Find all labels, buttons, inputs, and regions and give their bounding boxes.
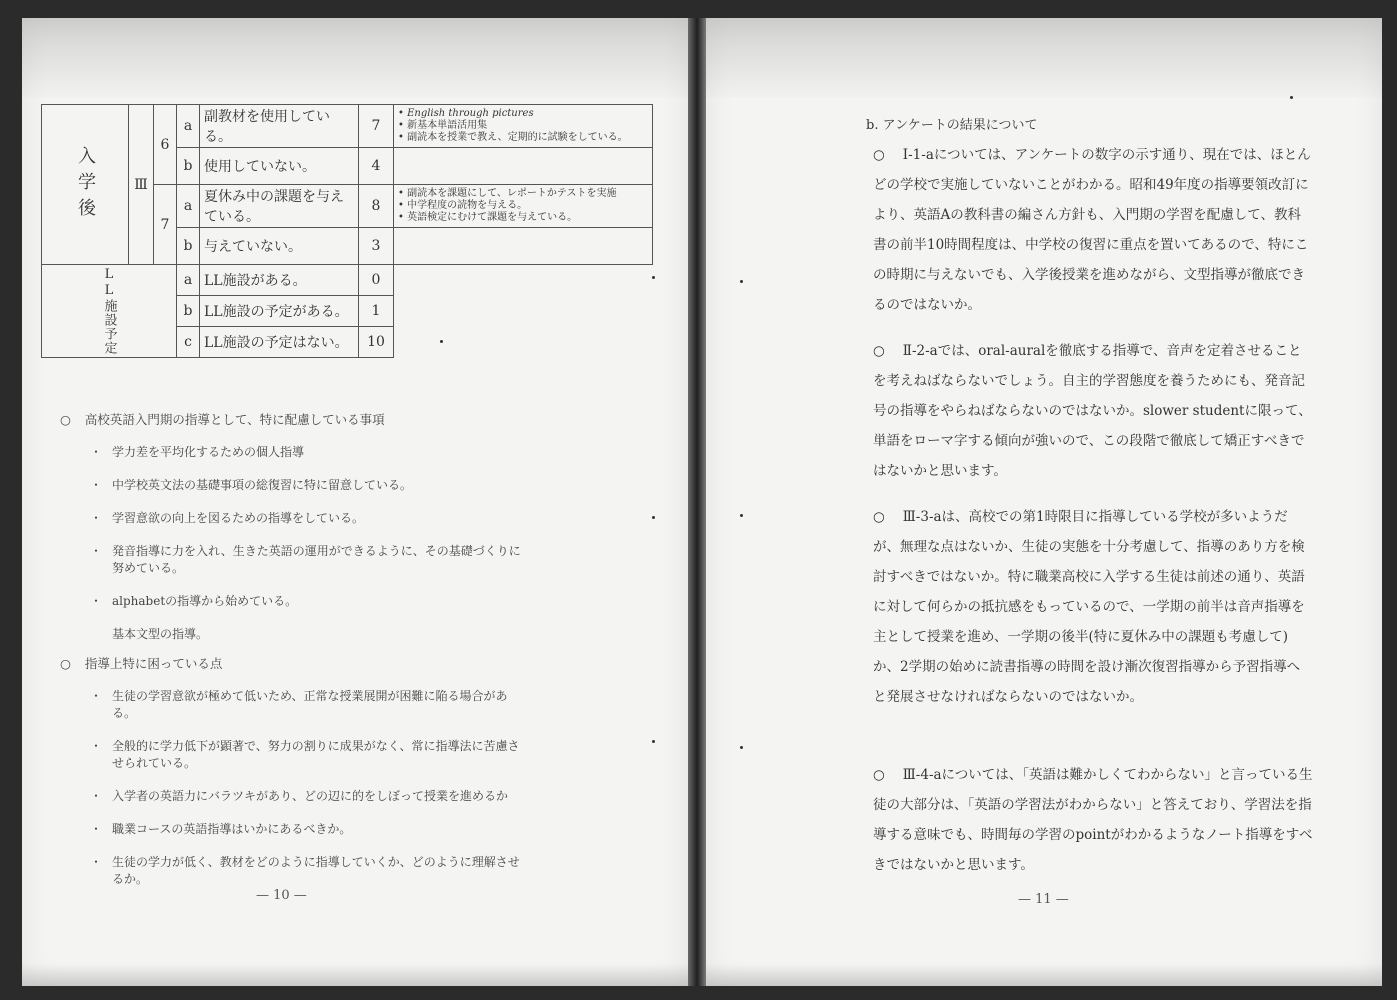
q6-b-text: 使用していない。 [200,148,359,185]
result-paragraph-4: ○ Ⅲ-4-aについては、「英語は難かしくてわからない」と言っている生徒の大部分は、「英語の学習法がわからない」と答えており、学習法を指導する意味でも、時間毎の学習のpointがわかるようなノート指導をすべきではないかと思います。 [873,760,1313,880]
ll-a-letter: a [177,265,200,296]
q6-a-text: 副教材を使用している。 [200,105,359,148]
ll-c-text: LL施設の予定はない。 [200,327,359,358]
result-paragraph-3: ○ Ⅲ-3-aは、高校での第1時限目に指導している学校が多いようだが、無理な点はないか、生徒の実態を十分考慮して、指導のあり方を検討すべきではないか。特に職業高校に入学する生徒は前述の通り、英語に対して何らかの抵抗感をもっているので、一学期の前半は音声指導を主として授業を進め、一学期の後半(特に夏休み中の課題も考慮して)か、2学期の始めに読書指導の時間を設け漸次復習指導から予習指導へと発展させなければならないのではないか。 [873,502,1313,712]
q7-b-letter: b [177,228,200,265]
q7-a-notes [394,185,653,228]
q7-b-notes [394,228,653,265]
speck [440,340,443,343]
question-7-number: 7 [154,185,177,265]
group-label-after-entry: 入学後 [42,105,129,265]
q7-b-count: 3 [359,228,394,265]
list-item: ・ 発音指導に力を入れ、生きた英語の運用ができるように、その基礎づくりに努めている。 [60,543,522,577]
list-item: 基本文型の指導。 [112,627,209,641]
list-item: ・ alphabetの指導から始めている。 [60,593,540,610]
q6-a-notes [394,105,653,148]
note: • 新基本単語活用集 [398,120,648,132]
speck [1290,96,1293,99]
list-item: ・ 生徒の学習意欲が極めて低いため、正常な授業展開が困難に陥る場合がある。 [60,688,522,722]
section-considerations-title: ○ 高校英語入門期の指導として、特に配慮している事項 [60,410,540,428]
q7-a-count: 8 [359,185,394,228]
section-considerations [60,410,540,643]
list-item: ・ 全般的に学力低下が顕著で、努力の割りに成果がなく、常に指導法に苦慮させられている。 [60,738,522,772]
q7-a-letter: a [177,185,200,228]
q6-a-letter: a [177,105,200,148]
binding-hole-mark [740,280,743,283]
note: • 英語検定にむけて課題を与えている。 [398,212,648,224]
section-difficulties-title: ○ 指導上特に困っている点 [60,654,550,672]
group-label-ll: LL施設予定 [42,265,177,358]
binding-hole-mark [740,746,743,749]
note: • 副読本を課題にして、レポートかテストを実施 [398,188,648,200]
list-item: ・ 中学校英文法の基礎事項の総復習に特に留意している。 [60,477,540,494]
ll-a-count: 0 [359,265,394,296]
ll-c-count: 10 [359,327,394,358]
scan-shade [706,18,1382,98]
page-number-left: — 10 — [256,888,307,903]
binding-hole-mark [652,740,655,743]
book-spine [688,18,706,986]
results-heading: b. アンケートの結果について [866,118,1038,133]
page-number-right: — 11 — [1018,892,1069,907]
ll-b-count: 1 [359,296,394,327]
scan-shade-bottom [706,964,1382,986]
ll-b-text: LL施設の予定がある。 [200,296,359,327]
q6-b-count: 4 [359,148,394,185]
section-difficulties [60,654,550,888]
note: • English through pictures [398,108,648,120]
list-item: ・ 生徒の学力が低く、教材をどのように指導していくか、どのように理解させるか。 [60,854,522,888]
q6-a-count: 7 [359,105,394,148]
list-item: ・ 学習意欲の向上を図るための指導をしている。 [60,510,540,527]
list-item: ・ 学力差を平均化するための個人指導 [60,444,540,461]
list-item: ・ 入学者の英語力にバラツキがあり、どの辺に的をしぼって授業を進めるか [60,788,522,805]
group-roman: Ⅲ [129,105,154,265]
note: • 副読本を授業で教え、定期的に試験をしている。 [398,132,648,144]
result-paragraph-1: ○ Ⅰ-1-aについては、アンケートの数字の示す通り、現在では、ほとんどの学校で実施していないことがわかる。昭和49年度の指導要領改訂により、英語Aの教科書の編さん方針も、入門期の学習を配慮して、教科書の前半10時間程度は、中学校の復習に重点を置いてあるので、特にこの時期に与えないでも、入学後授業を進めながら、文型指導が徹底できるのではないか。 [873,140,1313,320]
binding-hole-mark [652,516,655,519]
ll-b-letter: b [177,296,200,327]
scan-shade-bottom [22,964,688,986]
ll-c-letter: c [177,327,200,358]
binding-hole-mark [740,514,743,517]
result-paragraph-2: ○ Ⅱ-2-aでは、oral-auralを徹底する指導で、音声を定着させることを考えねばならないでしょう。自主的学習態度を養うためにも、発音記号の指導をやらねばならないのではないか。slower studentに限って、単語をローマ字する傾向が強いので、この段階で徹底して矯正すべきではないかと思います。 [873,336,1313,486]
binding-hole-mark [652,276,655,279]
survey-table [41,104,653,358]
q6-b-notes [394,148,653,185]
q7-a-text: 夏休み中の課題を与えている。 [200,185,359,228]
question-6-number: 6 [154,105,177,185]
scan-shade [22,18,688,98]
q6-b-letter: b [177,148,200,185]
ll-a-text: LL施設がある。 [200,265,359,296]
right-page [706,18,1382,986]
note: • 中学程度の読物を与える。 [398,200,648,212]
list-item: ・ 職業コースの英語指導はいかにあるべきか。 [60,821,550,838]
left-page [22,18,688,986]
q7-b-text: 与えていない。 [200,228,359,265]
